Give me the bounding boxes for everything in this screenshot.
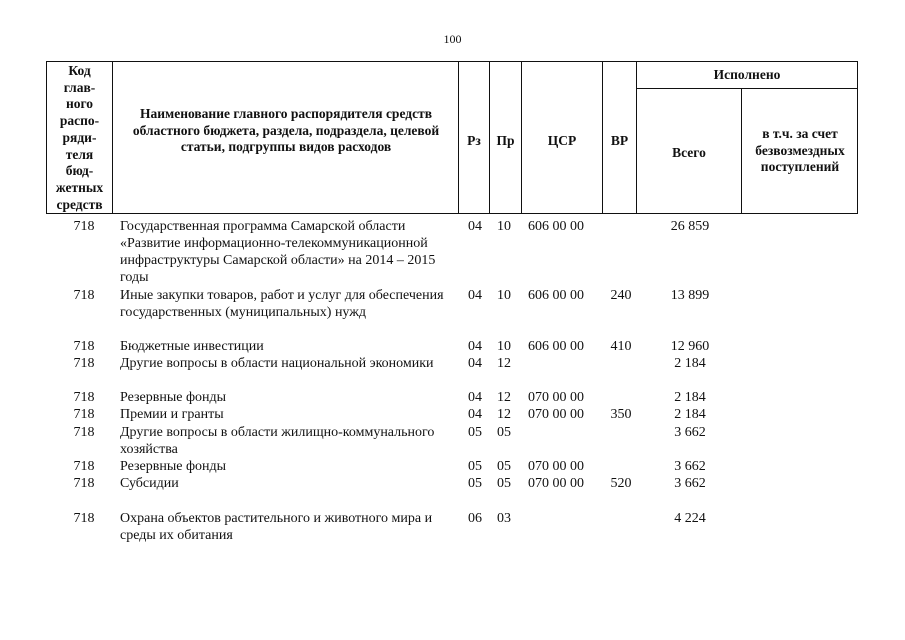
cell-total: 2 184 [674,407,706,422]
cell-pr: 03 [497,511,511,526]
header-free: в т.ч. за счет безвозмездных поступлений [755,126,845,174]
cell-csr: 070 00 00 [528,407,584,422]
cell-csr: 606 00 00 [528,339,584,354]
header-total: Всего [672,145,706,160]
cell-code: 718 [73,425,95,440]
cell-name: Охрана объектов растительного и животного мира и среды их обитания [120,511,433,543]
cell-name: Бюджетные инвестиции [120,339,264,354]
cell-name: Государственная программа Самарской области «Развитие информационно-телекоммуникационной инфраструктуры Самарской области» на 2014 – 2015 годы [120,219,436,285]
cell-code: 718 [73,339,95,354]
header-pr: Пр [496,133,515,148]
cell-name: Другие вопросы в области жилищно-коммунального хозяйства [120,425,435,457]
cell-pr: 12 [497,407,511,422]
cell-total: 3 662 [674,476,706,491]
cell-rz: 04 [468,339,482,354]
cell-total: 4 224 [674,511,706,526]
cell-name: Премии и гранты [120,407,224,422]
header-csr: ЦСР [547,133,577,148]
cell-rz: 04 [468,390,482,405]
cell-pr: 10 [497,219,511,234]
cell-vr: 240 [610,288,632,303]
cell-code: 718 [73,476,95,491]
cell-code: 718 [73,356,95,371]
cell-csr: 070 00 00 [528,476,584,491]
cell-name: Другие вопросы в области национальной экономики [120,356,434,371]
cell-pr: 12 [497,356,511,371]
cell-code: 718 [73,288,95,303]
cell-name: Иные закупки товаров, работ и услуг для обеспечения государственных (муниципальных) нужд [120,288,444,320]
cell-total: 13 899 [670,288,710,303]
cell-rz: 04 [468,356,482,371]
cell-vr: 410 [610,339,632,354]
cell-name: Резервные фонды [120,459,227,474]
cell-code: 718 [73,390,95,405]
cell-code: 718 [73,459,95,474]
cell-rz: 04 [468,407,482,422]
cell-rz: 05 [468,459,482,474]
header-code-line: ряди- [62,129,97,145]
header-code [47,63,112,213]
cell-csr: 606 00 00 [528,219,584,234]
cell-total: 26 859 [670,219,710,234]
cell-pr: 10 [497,288,511,303]
cell-pr: 05 [497,425,511,440]
header-rz: Рз [467,133,481,148]
cell-vr: 350 [610,407,632,422]
header-code-line: глав- [63,79,96,95]
cell-pr: 10 [497,339,511,354]
header-code-line: распо- [59,113,100,129]
cell-pr: 05 [497,476,511,491]
cell-rz: 04 [468,219,482,234]
header-code-line: жетных [55,179,104,195]
cell-rz: 04 [468,288,482,303]
header-code-line: теля [65,146,94,162]
cell-name: Резервные фонды [120,390,227,405]
cell-pr: 12 [497,390,511,405]
cell-code: 718 [73,511,95,526]
table-header [46,61,858,214]
cell-total: 2 184 [674,356,706,371]
cell-rz: 06 [468,511,482,526]
cell-total: 2 184 [674,390,706,405]
cell-name: Субсидии [120,476,179,491]
header-code-line: средств [56,196,103,212]
page-number: 100 [443,32,462,46]
header-code-line: бюд- [65,163,94,179]
cell-total: 3 662 [674,425,706,440]
cell-pr: 05 [497,459,511,474]
header-vr: ВР [610,133,629,148]
cell-total: 3 662 [674,459,706,474]
header-executed: Исполнено [713,67,781,82]
cell-total: 12 960 [670,339,710,354]
cell-csr: 606 00 00 [528,288,584,303]
cell-code: 718 [73,219,95,234]
header-name: Наименование главного распорядителя средств областного бюджета, раздела, подраздела, целевой статьи, подгруппы видов расходов [132,106,440,154]
cell-code: 718 [73,407,95,422]
header-code-line: Код [68,63,91,78]
cell-csr: 070 00 00 [528,459,584,474]
cell-csr: 070 00 00 [528,390,584,405]
cell-vr: 520 [610,476,632,491]
cell-rz: 05 [468,425,482,440]
cell-rz: 05 [468,476,482,491]
header-code-line: ного [65,96,94,112]
